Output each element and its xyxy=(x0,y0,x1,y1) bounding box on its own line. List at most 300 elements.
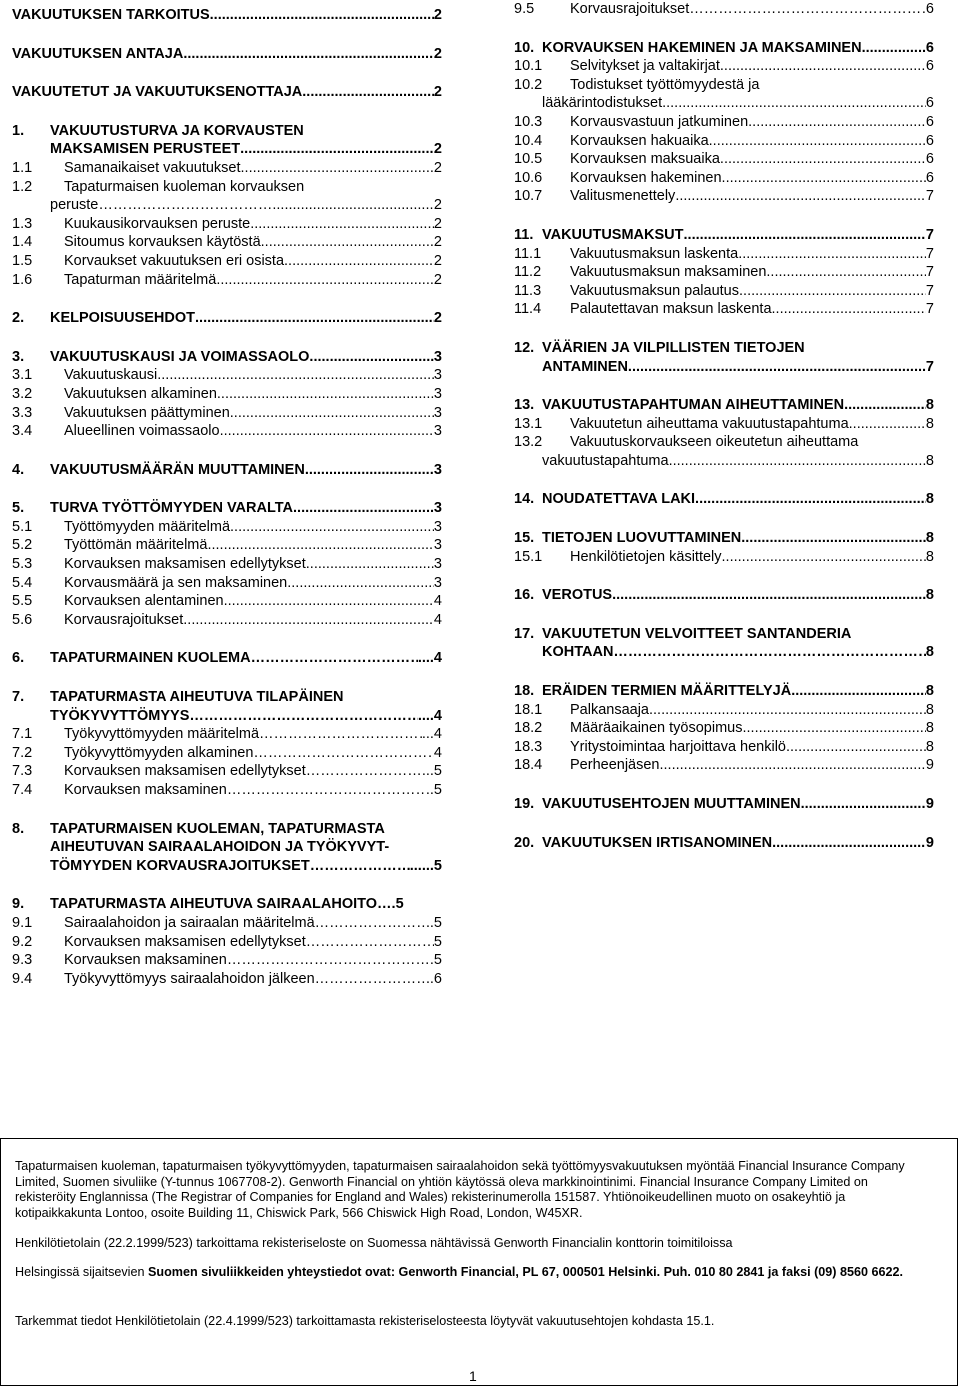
toc-entry-number: 3.2 xyxy=(12,385,33,402)
toc-entry xyxy=(514,452,934,471)
toc-entry-title: TAPATURMAINEN KUOLEMA xyxy=(50,650,251,667)
toc-entry xyxy=(514,263,934,282)
toc-entry-page: 4 xyxy=(433,593,442,610)
toc-entry-page: 3 xyxy=(433,423,442,440)
toc-entry xyxy=(12,895,442,914)
toc-leader xyxy=(230,518,434,537)
toc-leader xyxy=(210,6,434,25)
toc-entry-title: Vakuutusmaksun palautus xyxy=(570,282,740,299)
toc-entry-title: Yritystoimintaa harjoittava henkilö xyxy=(570,738,786,755)
toc-entry-page: 6 xyxy=(925,151,934,168)
toc-leader xyxy=(241,159,434,178)
toc-entry-title: Korvauksen maksamisen edellytykset xyxy=(64,556,306,573)
toc-leader xyxy=(259,725,422,744)
footer-company-info: Tapaturmaisen kuoleman, tapaturmaisen työkyvyttömyyden, tapaturmaisen sairaalahoidon sekä työttömyysvakuutuksen myöntää Financial Insurance Company Limited, Suomen sivuliike (Y-tunnus 1067708-2). Genworth Financial on yhtiön käytössä oleva markkinointinimi. Financial Insurance Company Limited on rekisteröity Englannissa (The Registrar of Companies for England and Wales) rekisterinumerolla 151587. Yhtiönoikeudellinen muoto on osakeyhtiö ja kotipaikkakunta Lontoo, osoite Building 11, Chiswick Park, 566 Chiswick High Road, London, W45XR. xyxy=(15,1159,905,1220)
toc-leader xyxy=(722,548,926,567)
toc-entry-page: 2 xyxy=(433,271,442,288)
toc-entry-page: 3 xyxy=(433,461,442,478)
toc-leader xyxy=(302,83,434,102)
toc-entry-title: peruste……………………………….. xyxy=(50,197,281,214)
toc-entry xyxy=(12,499,442,518)
toc-entry-number: 5.3 xyxy=(12,556,33,573)
toc-leader xyxy=(284,252,434,271)
toc-entry-page: 2 xyxy=(433,252,442,269)
toc-leader xyxy=(612,586,926,605)
toc-entry-number: 15. xyxy=(514,530,535,547)
toc-entry-title: TÖMYYDEN KORVAUSRAJOITUKSET xyxy=(50,857,310,874)
toc-entry-title: VAKUUTUKSEN TARKOITUS xyxy=(12,7,210,23)
toc-entry xyxy=(514,245,934,264)
toc-leader xyxy=(748,113,926,132)
toc-entry xyxy=(12,122,442,141)
toc-entry-title: MAKSAMISEN PERUSTEET xyxy=(50,141,241,158)
toc-entry-number: 1.5 xyxy=(12,252,33,269)
toc-entry-page: 3 xyxy=(433,404,442,421)
toc-entry-title: Samanaikaiset vakuutukset xyxy=(64,159,241,176)
toc-entry xyxy=(12,838,442,857)
toc-entry-page: 3 xyxy=(433,518,442,535)
toc-entry xyxy=(514,57,934,76)
toc-entry-page: 6 xyxy=(925,169,934,186)
toc-entry-page: 9 xyxy=(925,796,934,812)
toc-entry-number: 11.3 xyxy=(514,282,542,299)
toc-entry-page: .5 xyxy=(429,914,442,931)
toc-entry-title: Korvauksen maksuaika xyxy=(570,151,720,168)
toc-entry-title: Korvauksen maksamisen edellytykset xyxy=(64,933,306,950)
toc-entry xyxy=(12,215,442,234)
toc-entry-number: 8. xyxy=(12,820,25,837)
toc-entry-title: VAKUUTETUT JA VAKUUTUKSENOTTAJA xyxy=(12,84,303,101)
toc-entry-number: 10.3 xyxy=(514,113,543,130)
toc-entry xyxy=(12,252,442,271)
toc-leader xyxy=(280,196,434,215)
toc-entry-number: 9.4 xyxy=(12,970,33,987)
toc-left-column xyxy=(12,6,442,988)
toc-entry xyxy=(12,518,442,537)
toc-entry xyxy=(12,781,442,800)
toc-entry-page: 6 xyxy=(925,39,934,56)
toc-entry xyxy=(514,169,934,188)
toc-entry-title: VAKUUTUKSEN ANTAJA xyxy=(12,45,184,62)
toc-entry-number: 3. xyxy=(12,348,25,365)
toc-entry-title: Henkilötietojen käsittely xyxy=(570,548,722,565)
toc-entry-title: Alueellinen voimassaolo xyxy=(64,423,220,440)
toc-entry-number: 12. xyxy=(514,339,535,356)
toc-entry-number: 18.3 xyxy=(514,738,543,755)
toc-entry xyxy=(514,187,934,206)
toc-entry xyxy=(514,433,934,452)
toc-entry-page: 8 xyxy=(925,701,934,718)
toc-leader xyxy=(306,555,434,574)
toc-leader xyxy=(669,452,926,471)
toc-entry-number: 5.2 xyxy=(12,537,33,554)
toc-leader xyxy=(305,461,434,480)
toc-entry xyxy=(514,132,934,151)
toc-entry xyxy=(514,150,934,169)
toc-leader xyxy=(801,795,926,814)
toc-entry xyxy=(12,196,442,215)
toc-entry-number: 1.6 xyxy=(12,271,33,288)
toc-entry-page: 7 xyxy=(925,358,934,375)
toc-entry-title: TAPATURMASTA AIHEUTUVA SAIRAALAHOITO xyxy=(50,896,378,913)
toc-leader xyxy=(741,529,926,548)
toc-leader xyxy=(628,358,926,377)
toc-leader xyxy=(253,744,434,763)
toc-entry-title: VAKUUTUSKAUSI JA VOIMASSAOLO xyxy=(50,348,310,365)
toc-leader xyxy=(844,396,926,415)
toc-entry-page: 7 xyxy=(925,264,934,281)
toc-entry-number: 10.2 xyxy=(514,76,543,93)
toc-leader xyxy=(230,404,434,423)
toc-entry-number: 9. xyxy=(12,896,25,913)
toc-entry xyxy=(12,159,442,178)
toc-entry-number: 10.5 xyxy=(514,151,543,168)
toc-entry-title: VAKUUTUKSEN IRTISANOMINEN xyxy=(542,834,773,851)
toc-entry-number: 11.4 xyxy=(514,301,542,318)
toc-leader xyxy=(772,300,926,319)
toc-entry-number: 1. xyxy=(12,122,25,139)
toc-leader xyxy=(287,574,434,593)
toc-entry-page: 4 xyxy=(433,744,442,761)
toc-entry-number: 7.4 xyxy=(12,782,33,798)
toc-entry-page: 8 xyxy=(925,587,934,604)
toc-entry xyxy=(514,300,934,319)
toc-entry-number: 9.3 xyxy=(12,952,33,969)
toc-entry-title: Työttömyyden määritelmä xyxy=(64,518,231,535)
toc-entry-title: Korvaukset vakuutuksen eri osista xyxy=(64,252,285,269)
toc-entry xyxy=(12,461,442,480)
toc-entry-number: 1.2 xyxy=(12,178,33,195)
toc-leader xyxy=(250,215,434,234)
toc-entry xyxy=(514,738,934,757)
toc-entry xyxy=(12,688,442,707)
toc-leader xyxy=(240,140,434,159)
toc-entry xyxy=(514,529,934,548)
toc-entry xyxy=(12,6,442,25)
toc-leader xyxy=(310,857,410,876)
toc-leader xyxy=(684,226,926,245)
toc-entry-number: 19. xyxy=(514,796,535,812)
toc-leader xyxy=(195,309,434,328)
toc-leader xyxy=(227,781,426,800)
toc-entry-number: 13. xyxy=(514,397,535,414)
toc-entry-title: Työkyvyttömyyden alkaminen xyxy=(64,744,254,761)
toc-entry-title: Korvauksen maksaminen xyxy=(64,952,227,969)
toc-entry-page: 2 xyxy=(433,197,442,214)
toc-leader xyxy=(306,762,422,781)
toc-leader xyxy=(709,132,926,151)
toc-entry-page: 8 xyxy=(925,452,934,469)
toc-entry-number: 13.1 xyxy=(514,415,543,432)
toc-entry-page: 3 xyxy=(433,574,442,591)
toc-entry-number: 13.2 xyxy=(514,434,543,451)
toc-entry-title: Korvauksen maksaminen xyxy=(64,782,227,798)
toc-entry xyxy=(12,348,442,367)
toc-leader xyxy=(309,348,434,367)
toc-entry-page: ...5 xyxy=(421,763,442,780)
toc-entry-number: 2. xyxy=(12,310,25,327)
toc-entry-title: Korvauksen hakeminen xyxy=(570,169,722,186)
toc-entry-title: VAKUUTETUN VELVOITTEET SANTANDERIA xyxy=(542,625,852,642)
toc-entry-title: Työttömän määritelmä xyxy=(64,537,208,554)
toc-entry-title: Korvauksen alentaminen xyxy=(64,593,224,610)
toc-entry-number: 1.3 xyxy=(12,215,33,232)
toc-entry-title: AIHEUTUVAN SAIRAALAHOIDON JA TYÖKYVYT- xyxy=(50,839,390,856)
toc-leader xyxy=(251,649,418,668)
toc-entry-title: TIETOJEN LUOVUTTAMINEN xyxy=(542,530,742,547)
toc-leader xyxy=(720,150,926,169)
toc-entry-number: 5.4 xyxy=(12,574,33,591)
toc-leader xyxy=(862,39,926,58)
toc-entry xyxy=(514,415,934,434)
toc-entry-page: 6 xyxy=(925,132,934,149)
toc-entry-title: NOUDATETTAVA LAKI xyxy=(542,491,696,508)
toc-entry-title: Työkyvyttömyyden määritelmä xyxy=(64,726,260,743)
toc-leader xyxy=(649,701,926,720)
toc-entry-number: 14. xyxy=(514,491,535,508)
toc-entry-page: 3 xyxy=(433,500,442,517)
toc-entry xyxy=(12,857,442,876)
footer-contact-info: Helsingissä sijaitsevien Suomen sivuliikkeiden yhteystiedot ovat: Genworth Financial, PL 67, 000501 Helsinki. Puh. 010 80 2841 ja faksi (09) 8560 6622. xyxy=(15,1265,904,1279)
toc-entry-page: 8 xyxy=(925,397,934,414)
toc-leader xyxy=(157,366,434,385)
toc-entry-page: 2 xyxy=(433,141,442,158)
toc-entry-title: TAPATURMAISEN KUOLEMAN, TAPATURMASTA xyxy=(50,820,385,837)
toc-entry-title: Korvausrajoitukset xyxy=(64,611,184,628)
toc-entry xyxy=(12,140,442,159)
toc-entry-title: Vakuutusmaksun maksaminen xyxy=(570,264,767,281)
toc-leader xyxy=(662,94,926,113)
toc-entry-page: .6 xyxy=(921,1,934,17)
toc-leader xyxy=(689,0,922,19)
toc-entry-title: TURVA TYÖTTÖMYYDEN VARALTA xyxy=(50,500,294,517)
toc-entry xyxy=(12,45,442,64)
toc-entry-page: 2 xyxy=(433,159,442,176)
toc-leader xyxy=(660,756,926,775)
toc-entry-page: 8 xyxy=(925,415,934,432)
toc-entry xyxy=(12,951,442,970)
toc-entry xyxy=(12,592,442,611)
toc-leader xyxy=(849,415,926,434)
toc-entry-number: 10.4 xyxy=(514,132,543,149)
toc-entry-page: 3 xyxy=(433,385,442,402)
toc-entry-number: 11.2 xyxy=(514,264,542,281)
toc-entry xyxy=(514,756,934,775)
toc-entry-title: vakuutustapahtuma xyxy=(542,452,669,469)
toc-entry-number: 5.6 xyxy=(12,611,33,628)
toc-entry-page: 3 xyxy=(433,556,442,573)
toc-entry xyxy=(514,834,934,853)
toc-entry xyxy=(12,178,442,197)
toc-leader xyxy=(220,422,434,441)
toc-entry xyxy=(514,586,934,605)
toc-entry-title: VÄÄRIEN JA VILPILLISTEN TIETOJEN xyxy=(542,339,805,356)
toc-entry-number: 9.5 xyxy=(514,1,535,17)
toc-entry-page: 8 xyxy=(925,720,934,737)
toc-entry xyxy=(514,0,934,19)
toc-entry-number: 9.2 xyxy=(12,933,33,950)
toc-leader xyxy=(742,719,925,738)
toc-entry-title: Työkyvyttömyys sairaalahoidon jälkeen xyxy=(64,970,315,987)
toc-leader xyxy=(207,536,433,555)
toc-entry-page: 9 xyxy=(925,757,934,774)
toc-entry-page: ….5 xyxy=(377,896,404,913)
toc-entry-page: 7 xyxy=(925,188,934,205)
toc-entry-page: ......5 xyxy=(409,857,442,874)
toc-entry xyxy=(514,282,934,301)
toc-entry xyxy=(514,701,934,720)
toc-entry-page: 2 xyxy=(433,84,442,101)
toc-entry-number: 5. xyxy=(12,500,25,517)
toc-entry-number: 1.4 xyxy=(12,234,33,251)
toc-leader xyxy=(293,499,434,518)
toc-entry xyxy=(12,649,442,668)
toc-entry-page: 8 xyxy=(925,491,934,508)
toc-entry-page: 7 xyxy=(925,282,934,299)
toc-entry-number: 10.7 xyxy=(514,188,543,205)
toc-entry-number: 3.4 xyxy=(12,423,33,440)
toc-entry-page: 2 xyxy=(433,7,442,23)
toc-entry-number: 10. xyxy=(514,39,535,56)
toc-entry xyxy=(12,555,442,574)
toc-entry-page: 6 xyxy=(925,95,934,112)
toc-entry-number: 18.1 xyxy=(514,701,543,718)
toc-entry-number: 3.3 xyxy=(12,404,33,421)
toc-entry-page: 2 xyxy=(433,45,442,62)
toc-entry xyxy=(12,725,442,744)
toc-entry xyxy=(514,76,934,95)
toc-entry-title: Valitusmenettely xyxy=(570,188,676,205)
toc-entry xyxy=(12,744,442,763)
toc-entry-number: 11. xyxy=(514,226,534,243)
toc-entry-page: 7 xyxy=(925,245,934,262)
toc-entry xyxy=(514,643,934,662)
toc-leader xyxy=(739,282,926,301)
toc-entry-number: 7.1 xyxy=(12,726,33,743)
toc-entry-number: 18. xyxy=(514,683,535,700)
toc-entry-number: 11.1 xyxy=(514,245,542,262)
toc-entry xyxy=(12,309,442,328)
toc-entry-page: 3 xyxy=(433,367,442,384)
toc-entry-title: TAPATURMASTA AIHEUTUVA TILAPÄINEN xyxy=(50,689,344,706)
toc-entry-title: Korvausrajoitukset xyxy=(570,1,690,17)
toc-entry-title: Vakuutuskausi xyxy=(64,367,158,384)
toc-leader xyxy=(315,970,430,989)
toc-entry-title: Määräaikainen työsopimus xyxy=(570,720,743,737)
toc-entry-page: 7 xyxy=(925,301,934,318)
toc-leader xyxy=(786,738,926,757)
toc-entry-number: 9.1 xyxy=(12,914,33,931)
toc-entry-title: Vakuutuksen alkaminen xyxy=(64,385,217,402)
toc-leader xyxy=(227,951,430,970)
toc-entry xyxy=(12,914,442,933)
toc-leader xyxy=(216,271,434,290)
toc-entry xyxy=(514,490,934,509)
toc-leader xyxy=(183,611,434,630)
toc-entry-number: 1.1 xyxy=(12,159,33,176)
toc-entry xyxy=(12,574,442,593)
toc-entry-title: VEROTUS xyxy=(542,587,613,604)
toc-entry-page: 7 xyxy=(925,226,934,243)
toc-entry-title: Palkansaaja xyxy=(570,701,649,718)
toc-leader xyxy=(183,45,434,64)
toc-entry xyxy=(12,970,442,989)
toc-entry-title: Tapaturman määritelmä xyxy=(64,271,217,288)
toc-entry-page: 9 xyxy=(925,834,934,851)
toc-entry-title: lääkärintodistukset xyxy=(542,95,663,112)
toc-entry-number: 6. xyxy=(12,650,25,667)
toc-entry-number: 10.1 xyxy=(514,58,543,75)
toc-entry xyxy=(12,762,442,781)
toc-entry-page: 5 xyxy=(433,933,442,950)
toc-entry-title: Todistukset työttömyydestä ja xyxy=(570,76,760,93)
toc-entry-number: 10.6 xyxy=(514,169,543,186)
toc-entry-title: VAKUUTUSTAPAHTUMAN AIHEUTTAMINEN xyxy=(542,397,845,414)
toc-entry-title: Selvitykset ja valtakirjat xyxy=(570,58,720,75)
toc-entry-title: Perheenjäsen xyxy=(570,757,660,774)
toc-entry-title: KELPOISUUSEHDOT xyxy=(50,310,196,327)
footer-notice-box xyxy=(0,1138,958,1386)
toc-entry-title: Korvausmäärä ja sen maksaminen xyxy=(64,574,288,591)
toc-entry-title: ERÄIDEN TERMIEN MÄÄRITTELYJÄ xyxy=(542,683,792,700)
toc-leader xyxy=(720,57,926,76)
toc-entry-page: 8 xyxy=(925,548,934,565)
toc-entry-number: 17. xyxy=(514,625,535,642)
toc-entry-page: 8 xyxy=(925,738,934,755)
toc-entry-title: Kuukausikorvauksen peruste xyxy=(64,215,251,232)
toc-entry-title: VAKUUTUSEHTOJEN MUUTTAMINEN xyxy=(542,796,801,812)
toc-entry-title: Korvauksen hakuaika xyxy=(570,132,709,149)
toc-entry-title: Palautettavan maksun laskenta xyxy=(570,301,772,318)
toc-entry xyxy=(12,271,442,290)
toc-leader xyxy=(613,643,926,662)
toc-leader xyxy=(722,169,926,188)
toc-entry-number: 15.1 xyxy=(514,548,543,565)
toc-entry-number: 7.3 xyxy=(12,763,33,780)
toc-entry-page: .6 xyxy=(429,970,442,987)
toc-entry-title: VAKUUTUSTURVA JA KORVAUSTEN xyxy=(50,122,304,139)
toc-entry xyxy=(12,820,442,839)
toc-entry xyxy=(12,385,442,404)
toc-entry-number: 18.2 xyxy=(514,720,543,737)
toc-right-column xyxy=(514,0,934,852)
toc-entry-number: 7.2 xyxy=(12,744,33,761)
toc-entry-page: 4 xyxy=(433,611,442,628)
toc-entry xyxy=(514,113,934,132)
toc-entry xyxy=(514,339,934,358)
toc-leader xyxy=(766,263,926,282)
toc-entry-number: 20. xyxy=(514,834,535,851)
toc-entry-page: 6 xyxy=(925,113,934,130)
page-number: 1 xyxy=(469,1368,477,1384)
toc-entry-number: 5.5 xyxy=(12,593,33,610)
toc-entry-page: 2 xyxy=(433,310,442,327)
toc-entry-title: ANTAMINEN xyxy=(542,358,628,375)
toc-entry xyxy=(514,795,934,814)
toc-entry-title: Vakuutetun aiheuttama vakuutustapahtuma xyxy=(570,415,849,432)
toc-entry-page: ....4 xyxy=(417,707,442,724)
toc-entry xyxy=(12,83,442,102)
toc-entry xyxy=(514,719,934,738)
toc-entry-page: 8 xyxy=(925,683,934,700)
toc-entry-page: 8 xyxy=(925,644,934,661)
toc-entry-title: Tapaturmaisen kuoleman korvauksen xyxy=(64,178,305,195)
toc-entry-title: Korvausvastuun jatkuminen xyxy=(570,113,749,130)
toc-entry-page: ...4 xyxy=(421,726,442,743)
footer-details-note: Tarkemmat tiedot Henkilötietolain (22.4.1999/523) tarkoittamasta rekisteriselosteesta löytyvät vakuutusehtojen kohdasta 15.1. xyxy=(15,1314,715,1328)
toc-entry-number: 3.1 xyxy=(12,367,33,384)
toc-leader xyxy=(315,914,430,933)
